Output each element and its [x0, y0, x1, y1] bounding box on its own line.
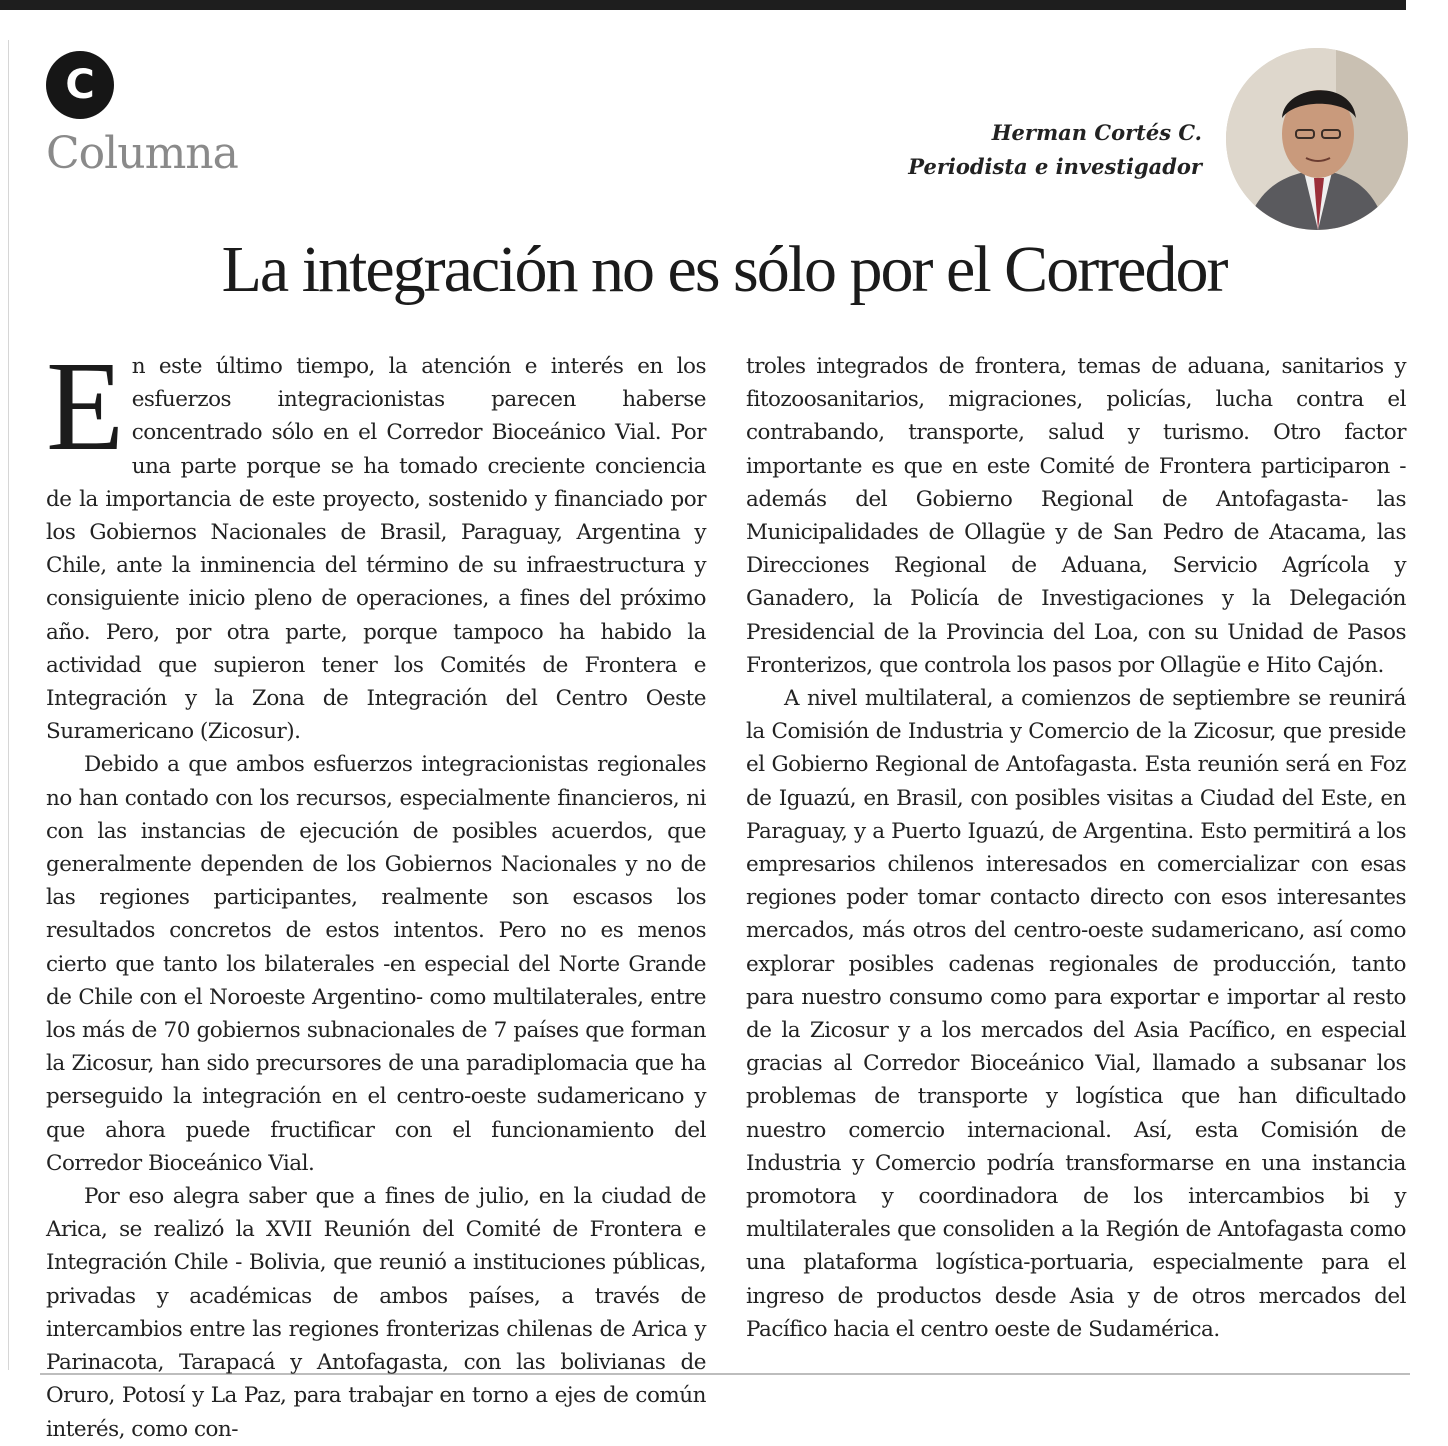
article-paragraph: troles integrados de frontera, temas de aduana, sanitarios y fitozoosanitarios, migraciones, policías, lucha contra el contrabando, transporte, salud y turismo. Otro factor importante es que en este Comité de Frontera participaron -además del Gobierno Regional de Antofagasta- las Municipalidades de Ollagüe y de San Pedro de Atacama, las Direcciones Regional de Aduana, Servicio Agrícola y Ganadero, la Policía de Investigaciones y la Delegación Presidencial de la Provincia del Loa, con su Unidad de Pasos Fronterizos, que controla los pasos por Ollagüe e Hito Cajón. [746, 354, 1406, 678]
section-label: Columna [46, 128, 238, 179]
article-paragraph: Debido a que ambos esfuerzos integracionistas regionales no han contado con los recursos, especialmente financieros, ni con las instancias de ejecución de posibles acuerdos, que generalmente dependen de los Gobiernos Nacionales y no de las regiones participantes, realmente son escasos los resultados concretos de estos intentos. Pero no es menos cierto que tanto los bilaterales -en especial del Norte Grande de Chile con el Noroeste Argentino- como multilaterales, entre los más de 70 gobiernos subnacionales de 7 países que forman la Zicosur, han sido precursores de una paradiplomacia que ha perseguido la integración en el centro-oeste sudamericano y que ahora puede fructificar con el funcionamiento del Corredor Bioceánico Vial. [46, 752, 706, 1176]
article-paragraph: En este último tiempo, la atención e interés en los esfuerzos integracionistas parecen haberse concentrado sólo en el Corredor Bioceánico Vial. Por una parte porque se ha tomado creciente conciencia de la importancia de este proyecto, sostenido y financiado por los Gobiernos Nacionales de Brasil, Paraguay, Argentina y Chile, ante la inminencia del término de su infraestructura y consiguiente inicio pleno de operaciones, a fines del próximo año. Pero, por otra parte, porque tampoco ha habido la actividad que supieron tener los Comités de Frontera e Integración y la Zona de Integración del Centro Oeste Suramericano (Zicosur). [46, 335, 706, 745]
dropcap: E [46, 335, 124, 477]
author-name: Herman Cortés C. [991, 120, 1202, 145]
article-paragraph: A nivel multilateral, a comienzos de septiembre se reunirá la Comisión de Industria y Comercio de la Zicosur, que preside el Gobierno Regional de Antofagasta. Esta reunión será en Foz de Iguazú, en Brasil, con posibles visitas a Ciudad del Este, en Paraguay, y a Puerto Iguazú, de Argentina. Esto permitirá a los empresarios chilenos interesados en comercializar con esas regiones poder tomar contacto directo con esos interesantes mercados, más otros del centro-oeste sudamericano, así como explorar posibles cadenas regionales de producción, tanto para nuestro consumo como para exportar e importar al resto de la Zicosur y a los mercados del Asia Pacífico, en especial gracias al Corredor Bioceánico Vial, llamado a subsanar los problemas de transporte y logística que han dificultado nuestro comercio internacional. Así, esta Comisión de Industria y Comercio podría transformarse en una instancia promotora y coordinadora de los intercambios bi y multilaterales que consoliden a la Región de Antofagasta como una plataforma logística-portuaria, especialmente para el ingreso de productos desde Asia y de otros mercados del Pacífico hacia el centro oeste de Sudamérica. [746, 686, 1406, 1342]
byline [908, 116, 1202, 184]
author-role: Periodista e investigador [908, 154, 1202, 179]
article-paragraph: Por eso alegra saber que a fines de julio, en la ciudad de Arica, se realizó la XVII Reunión del Comité de Frontera e Integración Chile - Bolivia, que reunió a instituciones públicas, privadas y académicas de ambos países, a través de intercambios entre las regiones fronterizas chilenas de Arica y Parinacota, Tarapacá y Antofagasta, con las bolivianas de Oruro, Potosí y La Paz, para trabajar en torno a ejes de común interés, como con- [46, 1184, 706, 1442]
author-portrait [1226, 48, 1408, 230]
article-column-right [746, 350, 1406, 1346]
section-badge: C [46, 51, 114, 119]
article-column-left [46, 335, 706, 1446]
top-bar [0, 0, 1406, 10]
portrait-illustration [1226, 48, 1408, 230]
headline: La integración no es sólo por el Corredor [221, 233, 1227, 306]
